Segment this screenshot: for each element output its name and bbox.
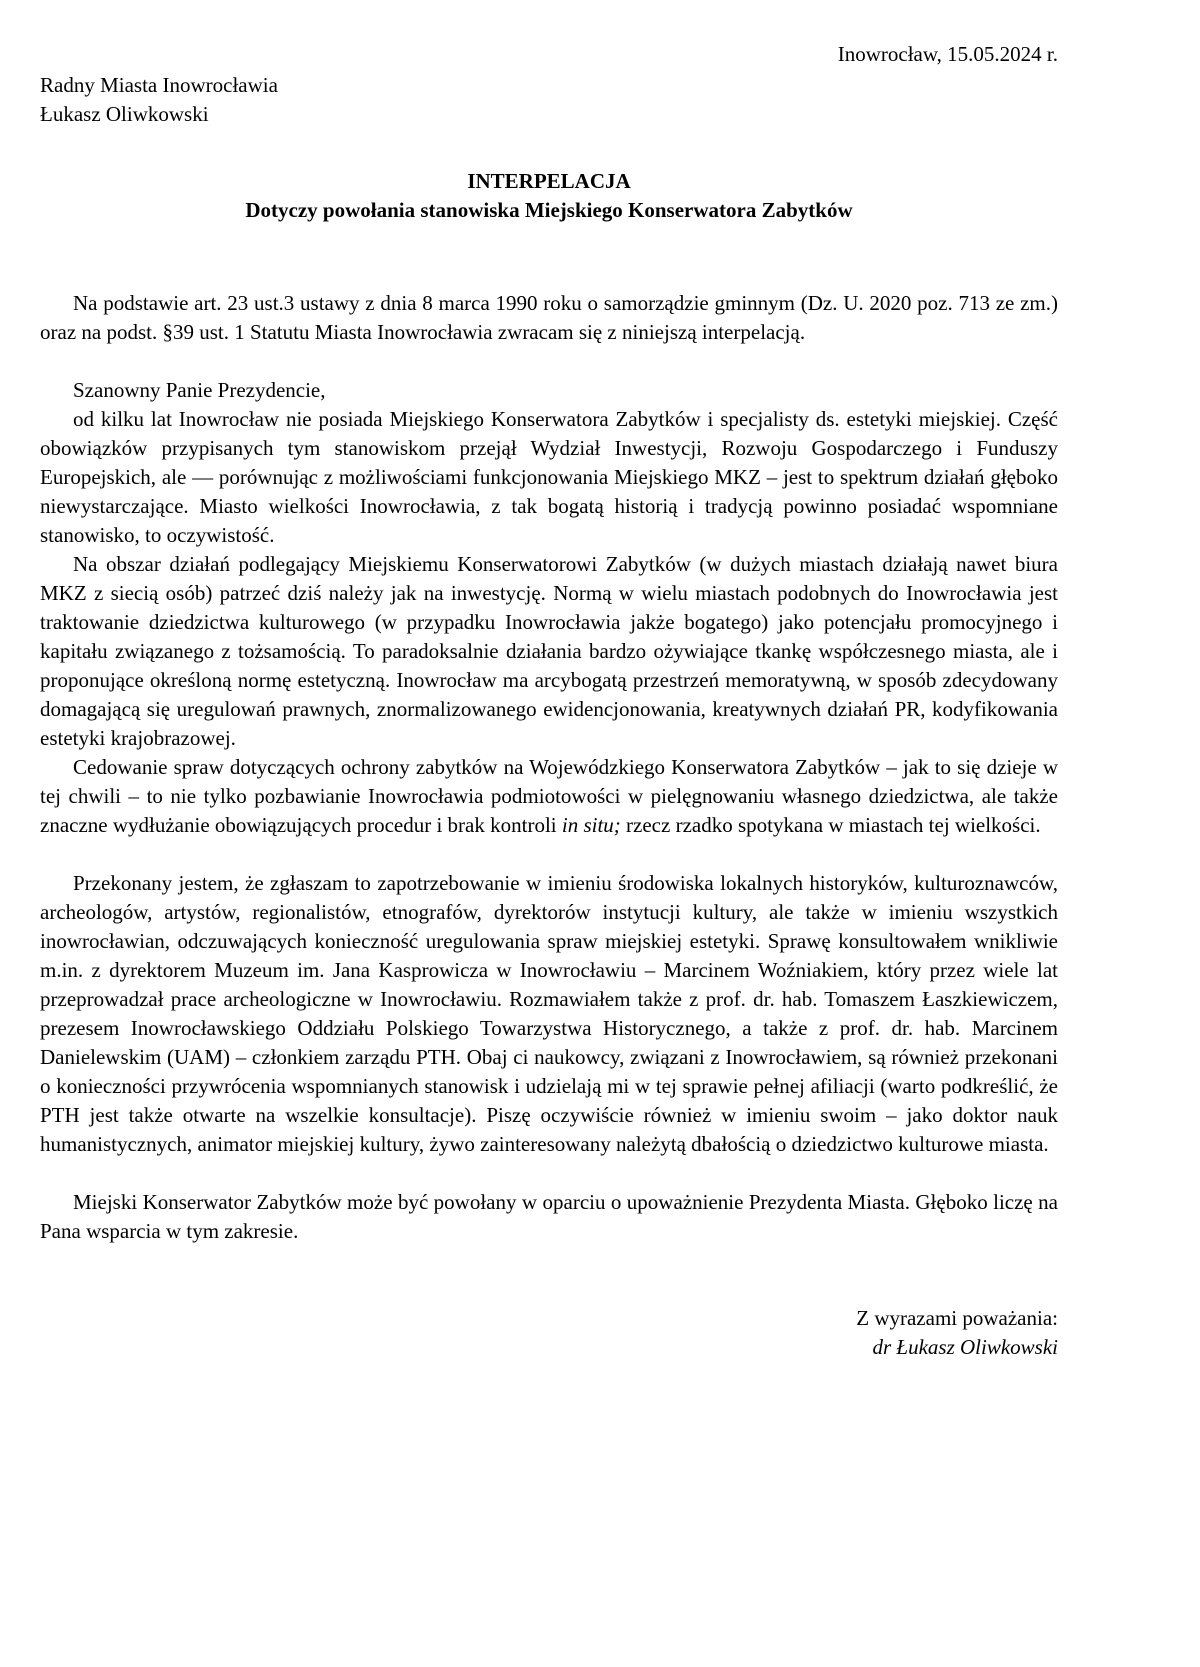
closing-phrase: Z wyrazami poważania:	[856, 1306, 1058, 1330]
body-paragraph-2: Na obszar działań podlegający Miejskiemu Konserwatorowi Zabytków (w dużych miastach działają nawet biura MKZ z siecią osób) patrzeć dziś należy jak na inwestycję. Normą w wielu miastach podobnych do Inowrocławia jest traktowanie dziedzictwa kulturowego (w przypadku Inowrocławia jakże bogatego) jako potencjału promocyjnego i kapitału związanego z tożsamością. To paradoksalnie działania bardzo ożywiające tkankę współczesnego miasta, ale i proponujące określoną normę estetyczną. Inowrocław ma arcybogatą przestrzeń memoratywną, w sposób zdecydowany domagającą się uregulowań prawnych, znormalizowanego ewidencjonowania, kreatywnych działań PR, kodyfikowania estetyki krajobrazowej.	[40, 552, 1058, 750]
paragraph-3-text-after: rzecz rzadko spotykana w miastach tej wielkości.	[620, 813, 1041, 837]
body-paragraph-5: Miejski Konserwator Zabytków może być powołany w oparciu o upoważnienie Prezydenta Miasta. Głęboko liczę na Pana wsparcia w tym zakresie.	[40, 1190, 1058, 1243]
title-block	[40, 167, 1058, 225]
salutation-line: Szanowny Panie Prezydencie,	[73, 378, 326, 402]
sender-name: Łukasz Oliwkowski	[40, 102, 209, 126]
body-paragraph-1: od kilku lat Inowrocław nie posiada Miejskiego Konserwatora Zabytków i specjalisty ds. estetyki miejskiej. Część obowiązków przypisanych tym stanowiskom przejął Wydział Inwestycji, Rozwoju Gospodarczego i Funduszy Europejskich, ale — porównując z możliwościami funkcjonowania Miejskiego MKZ – jest to spektrum działań głęboko niewystarczające. Miasto wielkości Inowrocławia, z tak bogatą historią i tradycją powinno posiadać wspomniane stanowisko, to oczywistość.	[40, 407, 1058, 547]
document-title: INTERPELACJA	[467, 169, 631, 193]
date-line: Inowrocław, 15.05.2024 r.	[837, 42, 1058, 66]
intro-paragraph: Na podstawie art. 23 ust.3 ustawy z dnia 8 marca 1990 roku o samorządzie gminnym (Dz. U. 2020 poz. 713 ze zm.) oraz na podst. §39 ust. 1 Statutu Miasta Inowrocławia zwracam się z niniejszą interpelacją.	[40, 291, 1058, 344]
document-subtitle: Dotyczy powołania stanowiska Miejskiego Konserwatora Zabytków	[245, 198, 853, 222]
closing-block	[40, 1304, 1058, 1362]
paragraph-3-text-before: Cedowanie spraw dotyczących ochrony zabytków na Wojewódzkiego Konserwatora Zabytków – jak to się dzieje w tej chwili – to nie tylko pozbawianie Inowrocławia podmiotowości w pielęgnowaniu własnego dziedzictwa, ale także znaczne wydłużanie obowiązujących procedur i brak kontroli	[40, 755, 1058, 837]
body-paragraph-3	[40, 753, 1058, 840]
latin-phrase-italic: in situ;	[561, 813, 621, 837]
sender-role: Radny Miasta Inowrocławia	[40, 73, 278, 97]
signature-name: dr Łukasz Oliwkowski	[872, 1335, 1058, 1359]
sender-block	[40, 71, 1058, 129]
body-paragraph-4: Przekonany jestem, że zgłaszam to zapotrzebowanie w imieniu środowiska lokalnych historyków, kulturoznawców, archeologów, artystów, regionalistów, etnografów, dyrektorów instytucji kultury, ale także w imieniu wszystkich inowrocławian, odczuwających konieczność uregulowania spraw miejskiej estetyki. Sprawę konsultowałem wnikliwie m.in. z dyrektorem Muzeum im. Jana Kasprowicza w Inowrocławiu – Marcinem Woźniakiem, który przez wiele lat przeprowadzał prace archeologiczne w Inowrocławiu. Rozmawiałem także z prof. dr. hab. Tomaszem Łaszkiewiczem, prezesem Inowrocławskiego Oddziału Polskiego Towarzystwa Historycznego, a także z prof. dr. hab. Marcinem Danielewskim (UAM) – członkiem zarządu PTH. Obaj ci naukowcy, związani z Inowrocławiem, są również przekonani o konieczności przywrócenia wspomnianych stanowisk i udzielają mi w tej sprawie pełnej afiliacji (warto podkreślić, że PTH jest także otwarte na wszelkie konsultacje). Piszę oczywiście również w imieniu swoim – jako doktor nauk humanistycznych, animator miejskiej kultury, żywo zainteresowany należytą dbałością o dziedzictwo kulturowe miasta.	[40, 871, 1058, 1156]
